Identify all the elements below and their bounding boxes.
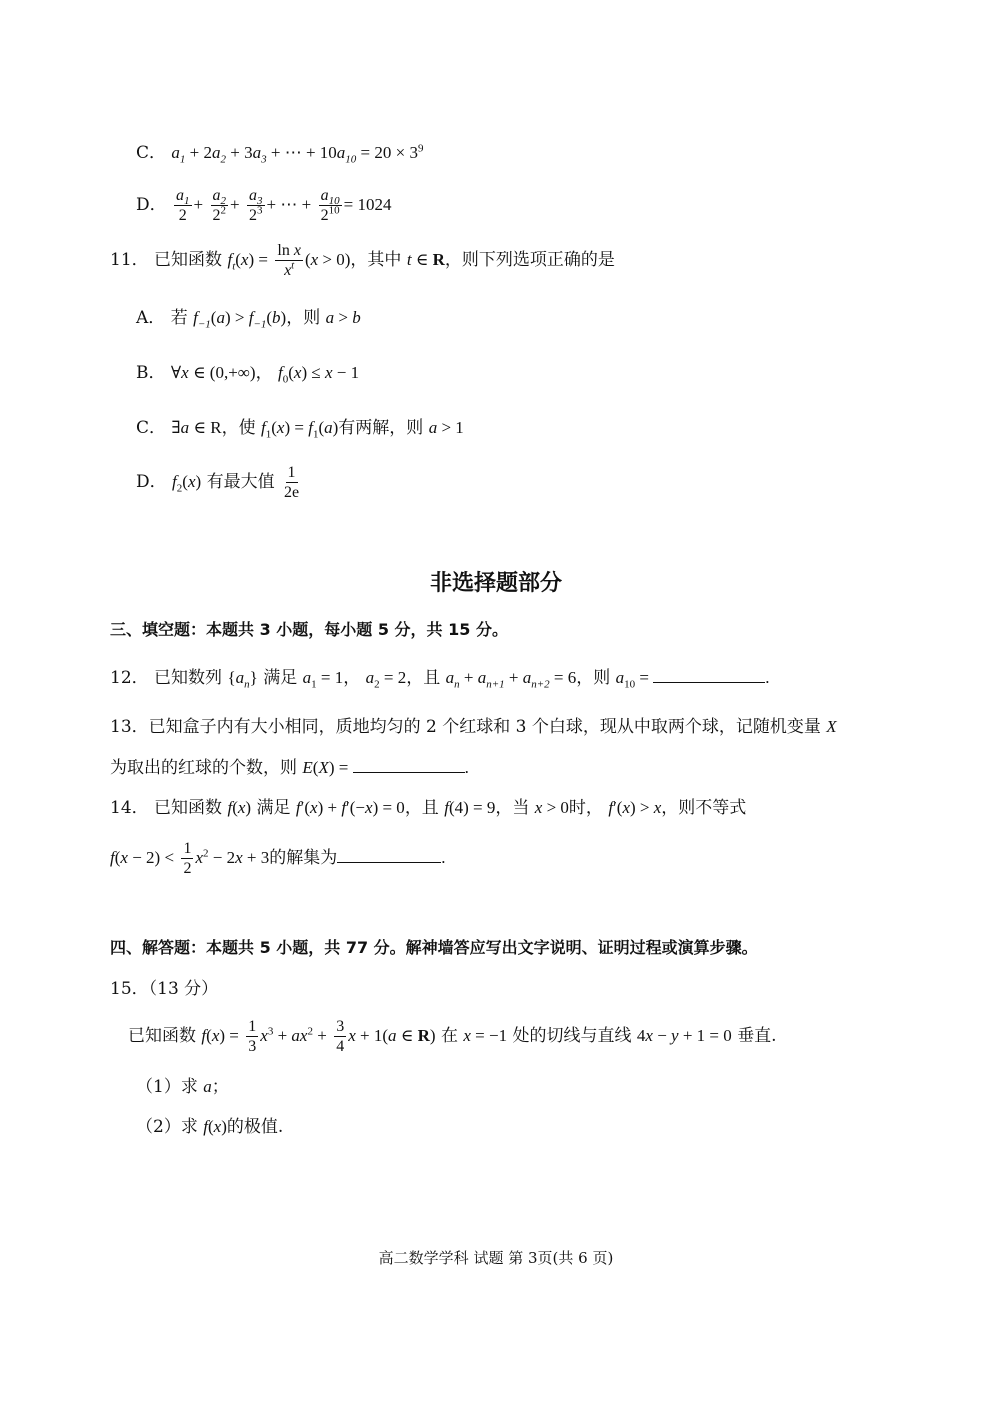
q15-function: f(x) = $\frac{1}{3}$ $x^3 + ax^2$ + $\frac{3}{4}$ x + 1(a ∈ R): [201, 1018, 436, 1055]
q11-stem-pre: 已知函数: [154, 250, 223, 270]
q12: 12． 已知数列 $\{a_n\}$ 满足 $a_1 = 1$， $a_2 = 2$，且 $a_n + a_{n+1} + a_{n+2} = 6$，则 $a_{10}$ = .: [110, 668, 770, 691]
q12-t1: 已知数列: [154, 668, 223, 688]
q15-sub2-fn: f(x): [203, 1117, 227, 1136]
q11-option-d-text: 有最大值: [206, 472, 275, 492]
q11-function-def: $f_t(x)$ = $\frac{\text{ln x}}{x^t}$ (x > 0): [227, 242, 351, 279]
q14-t6: ，则不等式: [661, 798, 747, 818]
q15-sub2-label: （2）求: [136, 1117, 198, 1137]
q13-answer-blank[interactable]: [353, 756, 465, 773]
q14-cond1: f′(x) + f′(−x) = 0: [295, 798, 405, 817]
q10-option-c: [136, 142, 423, 164]
q12-number: 12．: [110, 668, 149, 688]
q13-variable: X: [826, 717, 837, 736]
q14-t3: ，且: [404, 798, 439, 818]
q12-a1: $a_1 = 1$，: [302, 668, 361, 691]
q14-cond2: f(4) = 9: [444, 798, 496, 817]
q13-text1: 已知盒子内有大小相同，质地均匀的 2 个红球和 3 个白球，现从中取两个球，记随机变量: [148, 717, 821, 737]
q11-stem-post: ，则下列选项正确的是: [444, 250, 615, 270]
q15-t3: 处的切线与直线: [512, 1026, 632, 1046]
q11-option-b-label: B．: [136, 363, 166, 383]
q12-sequence: $\{a_n\}$: [227, 668, 258, 691]
q11-option-a-result: a > b: [325, 308, 361, 327]
q11-number: 11．: [110, 250, 149, 270]
q14-answer-blank[interactable]: [337, 846, 441, 863]
page-footer: 高二数学学科 试题 第 3页(共 6 页): [378, 1249, 614, 1267]
q11-option-d: [136, 460, 303, 504]
q12-recurrence: $a_n + a_{n+1} + a_{n+2} = 6$: [445, 668, 577, 691]
q11-option-a-then: ，则: [286, 308, 321, 328]
q12-t4: ，则: [576, 668, 611, 688]
q11-option-a-cond: $f_{-1}(a) > f_{-1}(b)$: [193, 308, 287, 331]
q14-t5: 时，: [568, 798, 603, 818]
q15-points: （13 分）: [148, 979, 219, 999]
q13-line2: 为取出的红球的个数，则 E(X) = .: [110, 758, 469, 778]
q10-option-d-label: D．: [136, 195, 167, 215]
q11-option-c-result: a > 1: [428, 418, 464, 437]
q14-number: 14．: [110, 798, 149, 818]
q10-option-c-label: C．: [136, 143, 167, 163]
q15-sub2-end: 的极值.: [226, 1117, 284, 1137]
q15-header: [110, 978, 218, 1000]
part3-heading: 三、填空题：本题共 3 小题，每小题 5 分，共 15 分。: [110, 620, 508, 639]
q11-option-c-label: C．: [136, 418, 167, 438]
q14-line2: f(x − 2) < $\frac{1}{2}$ $x^2 - 2x + 3$的解集为 .: [110, 840, 446, 877]
q11-t-in-r: t ∈ R: [406, 250, 445, 269]
q14-cond4: f′(x) > x: [608, 798, 662, 817]
q13-line1: [110, 716, 837, 738]
q15-stem: [128, 1014, 777, 1058]
q11-option-d-fn: $f_2(x)$: [172, 472, 202, 495]
q15-sub1-end: ；: [211, 1077, 229, 1097]
q14-line1: [110, 797, 746, 819]
q12-answer-blank[interactable]: [653, 666, 765, 683]
q11-option-c-make: ，使: [221, 418, 256, 438]
section-title: 非选择题部分: [429, 571, 562, 596]
q14-inequality: f(x − 2) < $\frac{1}{2}$ $x^2 - 2x + 3$: [110, 840, 270, 877]
q12-target: $a_{10}$ =: [615, 668, 654, 691]
part4-heading: 四、解答题：本题共 5 小题，共 77 分。解神墙答应写出文字说明、证明过程或演算步骤。: [110, 938, 758, 957]
q10-option-d: [136, 183, 391, 227]
q11-option-c-eq: $f_1(x) = f_1(a)$: [261, 418, 339, 441]
q11-option-d-value: $\frac{1}{2e}$: [283, 464, 300, 501]
q14-t2: 满足: [256, 798, 291, 818]
q13-number: 13．: [110, 717, 149, 737]
q14-fx: f(x): [227, 798, 252, 817]
q12-t2: 满足: [263, 668, 298, 688]
q12-t3: ，且: [406, 668, 441, 688]
q11-option-a: [136, 307, 361, 329]
q11-stem-mid: ，其中: [350, 250, 402, 270]
q11-option-c-exists: ∃a ∈ R: [171, 418, 222, 437]
q15-line: 4x − y + 1 = 0: [636, 1026, 732, 1045]
q14-t1: 已知函数: [154, 798, 223, 818]
q11-option-a-label: A．: [136, 308, 166, 328]
q11-option-c: [136, 417, 464, 439]
q13-text2: 为取出的红球的个数，则: [110, 758, 297, 778]
q11-option-c-two: 有两解，则: [338, 418, 424, 438]
q14-t7: 的解集为: [269, 848, 338, 868]
q15-sub2: [136, 1116, 283, 1138]
q11-option-a-if: 若: [170, 308, 188, 328]
q15-t1: 已知函数: [128, 1026, 196, 1046]
q14-cond3: x > 0: [534, 798, 569, 817]
q14-t4: ，当: [495, 798, 530, 818]
q15-sub1-var: a: [203, 1077, 212, 1096]
q11-option-d-label: D．: [136, 472, 167, 492]
q10-option-d-formula: $\frac{a_1}{2}$ + $\frac{a_2}{2^2}$ + $\frac{a_3}{2^3}$ + ⋯ + $\frac{a_{10}}{2^{10}}$ = 1024: [176, 187, 392, 224]
q12-a2: $a_2 = 2$: [365, 668, 407, 691]
q15-number: 15．: [110, 979, 149, 999]
q13-expectation: E(X) =: [302, 758, 353, 777]
q15-t2: 在: [440, 1026, 458, 1046]
q15-point: x = −1: [463, 1026, 508, 1045]
q15-sub1-label: （1）求: [136, 1077, 198, 1097]
q11-option-b: [136, 362, 359, 384]
q11-stem: [110, 238, 615, 282]
q10-option-c-formula: $a_1 + 2a_2 + 3a_3$ + ⋯ + $10a_{10} = 20 \times 3^9$: [171, 142, 424, 166]
q15-sub1: [136, 1076, 229, 1098]
q11-option-b-formula: ∀x ∈ (0,+∞)， $f_0(x) \le x - 1$: [170, 363, 360, 386]
q15-t4: 垂直.: [737, 1026, 777, 1046]
